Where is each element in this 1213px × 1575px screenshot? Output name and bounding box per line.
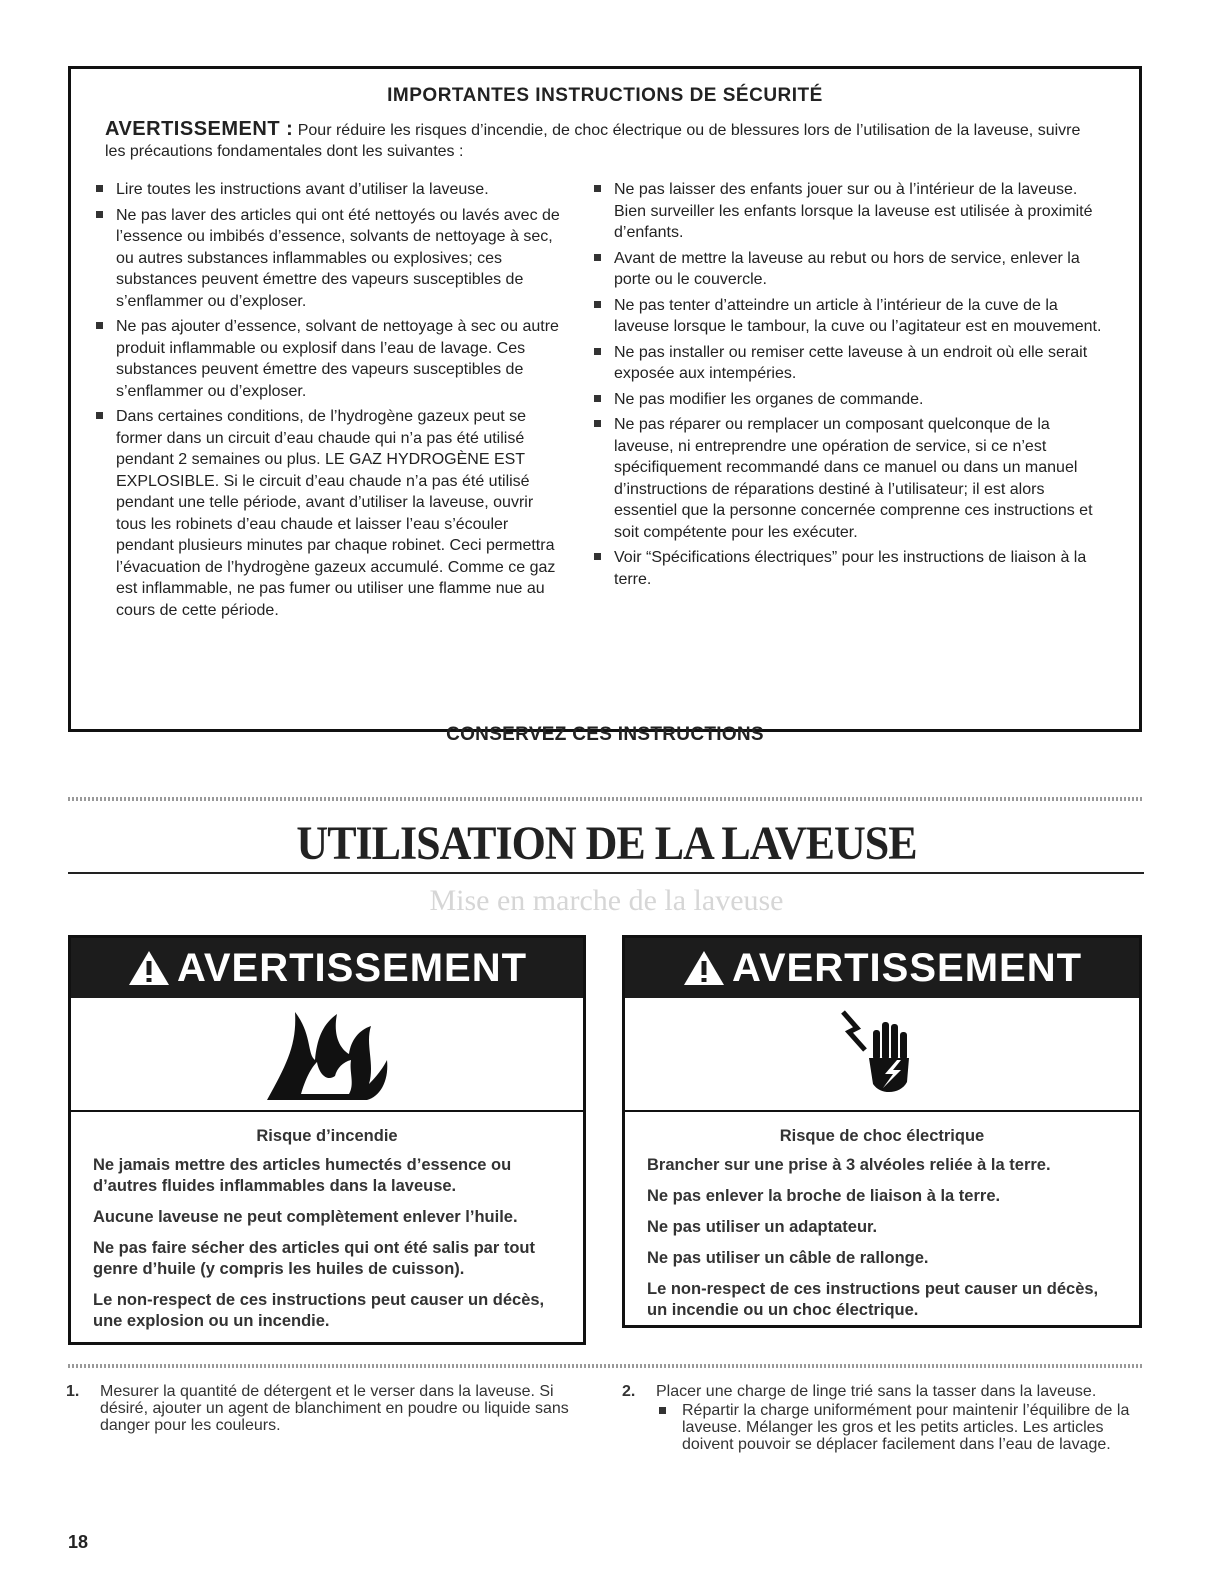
safety-item: Ne pas installer ou remiser cette laveuse à un endroit où elle serait exposée aux intempéries. [589,342,1109,385]
step-1 [66,1383,586,1434]
warning-header [71,938,583,998]
shock-warning-body [625,1112,1139,1321]
warning-line: Brancher sur une prise à 3 alvéoles reliée à la terre. [647,1156,1051,1174]
warning-line: Ne pas faire sécher des articles qui ont été salis par tout genre d’huile (y compris les huiles de cuisson). [93,1239,535,1278]
step-text: Mesurer la quantité de détergent et le verser dans la laveuse. Si désiré, ajouter un agent de blanchiment en poudre ou liquide sans danger pour les couleurs. [100,1383,569,1434]
fire-icon [257,1004,397,1104]
warning-line: Ne jamais mettre des articles humectés d’essence ou d’autres fluides inflammables dans la laveuse. [93,1156,512,1195]
warning-triangle-icon [127,949,171,987]
warning-header-text: AVERTISSEMENT [176,945,528,990]
safety-item: Ne pas ajouter d’essence, solvant de nettoyage à sec ou autre produit inflammable ou explosif dans l’eau de lavage. Ces substances peuvent émettre des vapeurs susceptibles de s’enflammer ou d’exploser. [91,316,561,402]
shock-warning-panel [622,935,1142,1328]
step-number: 2. [622,1383,636,1400]
warning-line: Ne pas utiliser un adaptateur. [647,1218,878,1236]
warning-line: Ne pas utiliser un câble de rallonge. [647,1249,929,1267]
risk-title: Risque d’incendie [256,1127,398,1145]
safety-item: Dans certaines conditions, de l’hydrogène gazeux peut se former dans un circuit d’eau chaude qui n’a pas été utilisé pendant 2 semaines ou plus. LE GAZ HYDROGÈNE EST EXPLOSIBLE. Si le circuit d’eau chaude n’a pas été utilisé pendant une telle période, avant d’utiliser la laveuse, ouvrir tous les robinets d’eau chaude et laisser l’eau s’écouler pendant plusieurs minutes par chaque robinet. Ceci permettra l’évacuation de l’hydrogène gazeux accumulé. Comme ce gaz est inflammable, ne pas fumer ou utiliser une flamme nue au cours de cette période. [91,406,561,621]
safety-item: Ne pas tenter d’atteindre un article à l’intérieur de la cuve de la laveuse lorsque le tambour, la cuve ou l’agitateur est en mouvement. [589,295,1109,338]
safety-item: Ne pas réparer ou remplacer un composant quelconque de la laveuse, ni entreprendre une opération de service, si ce n’est spécifiquement recommandé dans ce manuel ou dans un manuel d’instructions de réparations destiné à l’utilisateur; il est alors essentiel que la personne concernée comprenne ces instructions et soit compétente pour les exécuter. [589,414,1109,543]
conserve-instructions: CONSERVEZ CES INSTRUCTIONS [446,724,764,745]
safety-item: Ne pas laisser des enfants jouer sur ou à l’intérieur de la laveuse. Bien surveiller les enfants lorsque la laveuse est utilisée à proximité d’enfants. [589,179,1109,244]
section-title: UTILISATION DE LA LAVEUSE [296,817,917,870]
warning-text: Pour réduire les risques d’incendie, de choc électrique ou de blessures lors de l’utilisation de la laveuse, suivre les précautions fondamentales dont les suivantes : [105,122,1081,160]
safety-item: Ne pas modifier les organes de commande. [589,389,1109,411]
safety-instructions-box [68,66,1142,745]
fire-warning-panel [68,935,586,1345]
warning-intro [105,119,1099,162]
warning-header-text: AVERTISSEMENT [731,945,1083,990]
risk-title: Risque de choc électrique [779,1127,985,1145]
warning-lead: AVERTISSEMENT : [105,118,294,140]
step-2-bullet: Répartir la charge uniformément pour maintenir l’équilibre de la laveuse. Mélanger les gros et les petits articles. Les articles doivent pouvoir se déplacer facilement dans l’eau de lavage. [622,1402,1142,1453]
step-2-content [622,1383,1142,1400]
safety-item: Voir “Spécifications électriques” pour les instructions de liaison à la terre. [589,547,1109,590]
step-number: 1. [66,1383,80,1400]
safety-item: Avant de mettre la laveuse au rebut ou hors de service, enlever la porte ou le couvercle. [589,248,1109,291]
safety-item: Lire toutes les instructions avant d’utiliser la laveuse. [91,179,561,201]
shock-icon-area [625,998,1139,1112]
step-1-content [66,1383,586,1434]
fire-warning-body [71,1112,583,1332]
warning-line: Aucune laveuse ne peut complètement enlever l’huile. [93,1208,518,1226]
step-2 [622,1383,1142,1453]
safety-title: IMPORTANTES INSTRUCTIONS DE SÉCURITÉ [387,85,823,106]
safety-list-right [589,179,1109,594]
warning-header [625,938,1139,998]
section-subtitle: Mise en marche de la laveuse [429,884,784,917]
electric-shock-icon [837,1004,927,1104]
step-text: Placer une charge de linge trié sans la tasser dans la laveuse. [656,1383,1097,1400]
dotted-divider [68,1364,1144,1368]
warning-line: Le non-respect de ces instructions peut causer un décès, une explosion ou un incendie. [93,1291,545,1330]
safety-item: Ne pas laver des articles qui ont été nettoyés ou lavés avec de l’essence ou imbibés d’essence, solvants de nettoyage à sec, ou autres substances inflammables ou explosives; ces substances peuvent émettre des vapeurs susceptibles de s’enflammer ou d’exploser. [91,205,561,313]
warning-line: Le non-respect de ces instructions peut causer un décès, un incendie ou un choc électrique. [647,1280,1099,1319]
warning-line: Ne pas enlever la broche de liaison à la terre. [647,1187,1001,1205]
fire-icon-area [71,998,583,1112]
page-number: 18 [68,1532,89,1552]
section-divider [68,872,1144,874]
dotted-divider [68,797,1144,801]
safety-list-left [91,179,561,625]
warning-triangle-icon [682,949,726,987]
